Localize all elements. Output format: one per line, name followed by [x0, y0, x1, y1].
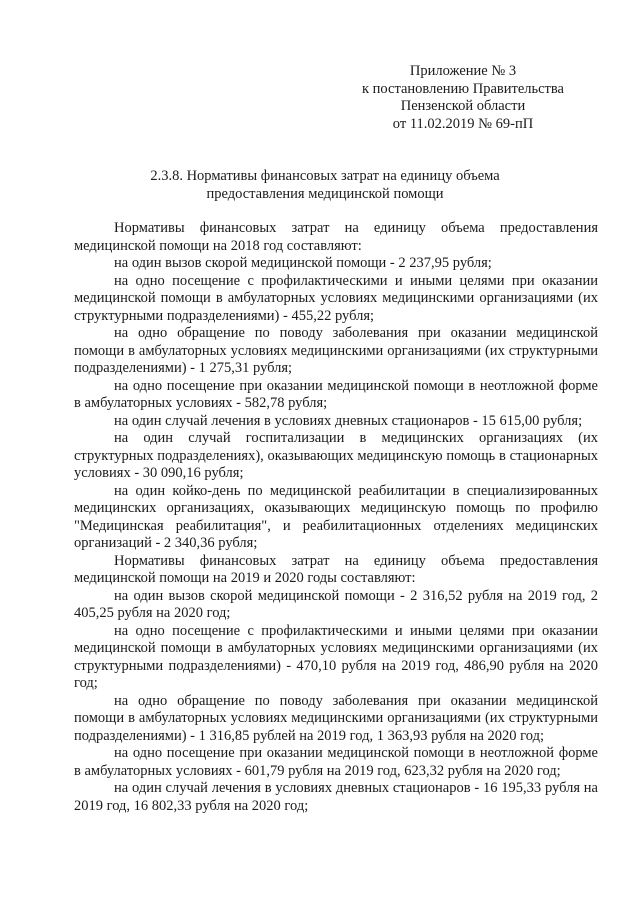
section-title-line-2: предоставления медицинской помощи [206, 185, 444, 202]
body-paragraph: на одно посещение с профилактическими и иными целями при оказании медицинской помощи в амбулаторных условиях медицинскими организациями (их структурными подразделениями) - 470,10 рубля на 2019 год, 486,90 рубля на 2020 год; [74, 622, 598, 691]
appendix-number: Приложение № 3 [409, 63, 517, 79]
body-paragraph: на один вызов скорой медицинской помощи - 2 237,95 рубля; [114, 255, 492, 271]
body-paragraph: на одно обращение по поводу заболевания при оказании медицинской помощи в амбулаторных условиях медицинскими организациями (их структурными подразделениями) - 1 275,31 рубля; [74, 325, 598, 376]
section-title-line-1: 2.3.8. Нормативы финансовых затрат на единицу объема [150, 168, 500, 184]
body-paragraph: Нормативы финансовых затрат на единицу объема предоставления медицинской помощи на 2018 год составляют: [74, 220, 598, 254]
body-paragraph: на один случай лечения в условиях дневных стационаров - 16 195,33 рубля на 2019 год, 16 802,33 рубля на 2020 год; [74, 780, 598, 814]
body-paragraph: на одно посещение с профилактическими и иными целями при оказании медицинской помощи в амбулаторных условиях медицинскими организациями (их структурными подразделениями) - 455,22 рубля; [74, 272, 598, 324]
body-paragraph: на один случай госпитализации в медицинских организациях (их структурных подразделениях), оказывающих медицинскую помощь в стационарных условиях - 30 090,16 рубля; [74, 430, 598, 481]
body-paragraph: на одно обращение по поводу заболевания при оказании медицинской помощи в амбулаторных условиях медицинскими организациями (их структурными подразделениями) - 1 316,85 рублей на 2019 год, 1 363,93 рубля на 2020 год; [74, 692, 598, 744]
body-paragraph: на одно посещение при оказании медицинской помощи в неотложной форме в амбулаторных условиях - 582,78 рубля; [74, 377, 598, 411]
document-body [74, 220, 598, 815]
body-paragraph: на одно посещение при оказании медицинской помощи в неотложной форме в амбулаторных условиях - 601,79 рубля на 2019 год, 623,32 рубля на 2020 год; [74, 745, 598, 779]
section-title [75, 168, 575, 203]
appendix-header [333, 63, 593, 133]
appendix-decree-ref: к постановлению Правительства [362, 80, 564, 97]
body-paragraph: на один койко-день по медицинской реабилитации в специализированных медицинских организациях, оказывающих медицинскую помощь по профилю "Медицинская реабилитация", и реабилитационных отделениях медицинских организаций - 2 340,36 рубля; [74, 482, 598, 551]
body-paragraph: на один случай лечения в условиях дневных стационаров - 15 615,00 рубля; [114, 412, 583, 429]
appendix-date: от 11.02.2019 № 69-пП [392, 115, 534, 132]
body-paragraph: на один вызов скорой медицинской помощи - 2 316,52 рубля на 2019 год, 2 405,25 рубля на 2020 год; [74, 587, 598, 621]
body-paragraph: Нормативы финансовых затрат на единицу объема предоставления медицинской помощи на 2019 и 2020 годы составляют: [74, 552, 598, 586]
appendix-region: Пензенской области [400, 98, 526, 114]
